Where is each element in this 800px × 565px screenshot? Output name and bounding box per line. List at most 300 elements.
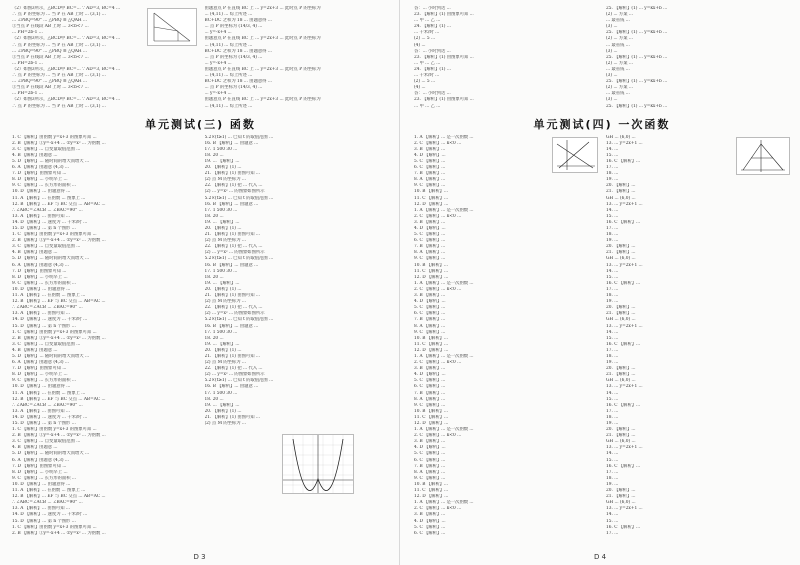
text-line: 21. 【解析】(1) 由图可知 ... bbox=[204, 293, 260, 299]
text-line: 9. C 【解析】... bbox=[414, 402, 446, 408]
text-line: 13. A 【解析】... 由图可知 ... bbox=[12, 311, 70, 317]
text-line: 22. 【解析】(1) 把 ... 代入 ... bbox=[204, 244, 263, 250]
text-line: 2. C 【解析】... k<0 ... bbox=[414, 433, 462, 439]
text-line: 22. 【解析】(1) 把 ... 代入 ... bbox=[204, 366, 263, 372]
text-line: 1. C 【解析】由函数 y=x+3 的图象可知 ... bbox=[12, 329, 97, 335]
text-line: 3. B 【解析】... bbox=[414, 293, 446, 299]
text-line: 7. B 【解析】... bbox=[414, 390, 446, 396]
text-line: (2) 点 M 的坐标为 ... bbox=[204, 238, 247, 244]
text-line: （2）如图3所示，△BCD中 BC=... ∵ AD=3, BC=4 ... bbox=[12, 66, 121, 72]
text-line: 16. C 【解析】... bbox=[606, 280, 641, 286]
text-line: 16. C 【解析】... bbox=[606, 402, 641, 408]
text-line: ... y=-x+4 ... bbox=[204, 91, 232, 97]
text-line: 12. D 【解析】... bbox=[414, 201, 449, 207]
text-line: (3) ... bbox=[606, 73, 618, 79]
left-top-section bbox=[12, 6, 389, 110]
text-line: 15. ... bbox=[606, 213, 619, 219]
text-line: 11. C 【解析】... bbox=[414, 414, 449, 420]
text-line: ∴ ∠ABC=∠ACB ... ∠BAC=90° ... bbox=[12, 402, 83, 408]
text-line: 25. 【解析】(1) ... y=kx+b ... bbox=[606, 79, 668, 85]
right-col-2 bbox=[606, 135, 790, 537]
text-line: 3. C 【解析】... 自变量取值范围 ... bbox=[12, 439, 81, 445]
text-line: 5. C 【解析】... bbox=[414, 158, 446, 164]
text-line: 13. ... y=2x+1 ... bbox=[606, 445, 643, 451]
text-line: 15. ... bbox=[606, 274, 619, 280]
text-line: 4. D 【解析】... bbox=[414, 152, 446, 158]
text-line: (4) ... bbox=[414, 85, 426, 91]
unit-title-4: 单元测试(四) 一次函数 bbox=[533, 117, 671, 131]
text-line: 1. A 【解析】... 是一次函数 ... bbox=[414, 353, 474, 359]
text-line: 21. 【解析】(1) 由图可知 ... bbox=[204, 171, 260, 177]
text-line: 4. D 【解析】... bbox=[414, 299, 446, 305]
text-line: 8. A 【解析】... bbox=[414, 250, 446, 256]
text-line: ∴ 点 P 的坐标为 ... 当 P 在 AB 上时 ... (3,1) ... bbox=[12, 42, 106, 48]
left-top-col-a bbox=[12, 6, 197, 110]
text-line: 15. D 【解析】... 第 n 个图形 ... bbox=[12, 323, 76, 329]
text-line: 14. D 【解析】... 速度为 ... 千米/时 ... bbox=[12, 317, 88, 323]
text-line: 14. ... bbox=[606, 207, 619, 213]
text-line: 9. C 【解析】... 长方形的面积 ... bbox=[12, 280, 77, 286]
text-line: 2. C 【解析】... k<0 ... bbox=[414, 213, 462, 219]
text-line: 14. ... bbox=[606, 451, 619, 457]
text-line: ∴ 点 P 的坐标为 ... 当 P 在 AB 上时 ... (3,1) ... bbox=[12, 73, 106, 79]
right-top-col-a bbox=[414, 6, 598, 110]
text-line: 20. 【解析】... bbox=[606, 427, 636, 433]
text-line: 13. ... y=2x+1 ... bbox=[606, 262, 643, 268]
text-line: 11. C 【解析】... bbox=[414, 268, 449, 274]
text-line: 1. C 【解析】由函数 y=x+3 的图象可知 ... bbox=[12, 427, 97, 433]
text-line: GH ... (6,0) ... bbox=[606, 134, 636, 140]
text-line: 20. 【解析】(1) ... bbox=[204, 226, 242, 231]
text-line: 18. ... bbox=[606, 353, 619, 359]
text-line: （2）如图3所示，△BCD中 BC=... ∵ AD=3, BC=4 ... bbox=[12, 97, 121, 103]
text-line: （2）如图3所示，△BCD中 BC=... ∵ AD=3, BC=4 ... bbox=[12, 6, 121, 11]
text-line: ... 甲 ... 乙 ... bbox=[414, 103, 441, 109]
text-line: 16. B 【解析】... 由题意 ... bbox=[204, 262, 259, 268]
text-line: 15. ... bbox=[606, 396, 619, 402]
text-line: 6. C 【解析】... bbox=[414, 165, 446, 171]
text-line: 5.2×(t≥1) ... 已知 t 的取值范围 ... bbox=[204, 134, 274, 140]
text-line: 23. 【解析】(1) 由图象可知 ... bbox=[414, 12, 474, 18]
text-line: ... 最省钱 ... bbox=[606, 91, 630, 97]
text-line: 21. 【解析】(1) 由图可知 ... bbox=[204, 232, 260, 238]
text-line: 21. 【解析】... bbox=[606, 494, 636, 500]
text-line: 6. A 【解析】由题意 (4,3) ... bbox=[12, 360, 70, 366]
text-line: 1. C 【解析】由函数 y=x+3 的图象可知 ... bbox=[12, 524, 97, 530]
text-line: ∴ 点 P 的坐标为 ... 当 P 在 AB 上时 ... (3,1) ... bbox=[12, 103, 106, 109]
text-line: 17. 1 500 30 ... bbox=[204, 329, 238, 335]
text-line: 15. D 【解析】... 第 n 个图形 ... bbox=[12, 518, 76, 524]
text-line: 7. D 【解析】由图象可知 ... bbox=[12, 366, 67, 372]
text-line: 1. A 【解析】... 是一次函数 ... bbox=[414, 427, 474, 433]
text-line: 5. D 【解析】... 随时间的增大而增大 ... bbox=[12, 158, 90, 164]
text-line: 8. A 【解析】... bbox=[414, 323, 446, 329]
text-line: 10. D 【解析】... 由题意得 ... bbox=[12, 189, 71, 195]
text-line: 由题意点 P 在直线 BC 上 ... y=2x+3 ... 此时点 P 的坐标为 bbox=[204, 97, 321, 103]
text-line: BC+DC 之和为 18 ... 由题意得 ... bbox=[204, 79, 272, 85]
text-line: (3) ... bbox=[606, 48, 618, 54]
text-line: 18. 20 ... bbox=[204, 213, 224, 219]
text-line: 7. B 【解析】... bbox=[414, 463, 446, 469]
text-line: ①当点 P 在线段 AB 上时 ... 3<b<7 ... bbox=[12, 24, 89, 30]
text-line: ... 最省钱 ... bbox=[606, 18, 630, 24]
text-line: 10. B 【解析】... bbox=[414, 189, 449, 195]
text-line: 9. C 【解析】... bbox=[414, 329, 446, 335]
text-line: 25. 【解析】(1) ... y=kx+b ... bbox=[606, 54, 668, 60]
text-line: 19. ... bbox=[606, 299, 619, 305]
text-line: 5.2×(t≥1) ... 已知 t 的取值范围 ... bbox=[204, 195, 274, 201]
text-line: 9. C 【解析】... bbox=[414, 183, 446, 189]
text-line: 10. B 【解析】... bbox=[414, 481, 449, 487]
text-line: 17. ... bbox=[606, 347, 619, 353]
text-line: 19. ... bbox=[606, 360, 619, 366]
text-line: 16. C 【解析】... bbox=[606, 158, 641, 164]
text-line: (2) ... 方案 ... bbox=[606, 12, 633, 18]
text-line: 9. C 【解析】... 长方形的面积 ... bbox=[12, 378, 77, 384]
text-line: (2) ... y=x² ... 的图象如图所示 bbox=[204, 311, 265, 317]
text-line: GH ... (6,0) ... bbox=[606, 439, 636, 445]
text-line: 3. C 【解析】... 自变量取值范围 ... bbox=[12, 341, 81, 347]
text-line: ... y=-x+4 ... bbox=[204, 60, 232, 66]
text-line: 2. B 【解析】①y=-x+4 ... ②y=x² ... 为函数 ... bbox=[12, 335, 106, 341]
text-line: 3. B 【解析】... bbox=[414, 439, 446, 445]
text-line: 20. 【解析】(1) ... bbox=[204, 286, 242, 292]
text-line: 4. D 【解析】... bbox=[414, 372, 446, 378]
text-line: 21. 【解析】... bbox=[606, 250, 636, 256]
text-line: (3) ... bbox=[606, 97, 618, 103]
text-line: 5. D 【解析】... 随时间的增大而增大 ... bbox=[12, 451, 90, 457]
text-line: 1. A 【解析】... 是一次函数 ... bbox=[414, 280, 474, 286]
text-line: 6. A 【解析】由题意 (4,3) ... bbox=[12, 262, 70, 268]
text-line: 9. C 【解析】... 长方形的面积 ... bbox=[12, 475, 77, 481]
text-line: 12. D 【解析】... bbox=[414, 421, 449, 426]
text-line: 1. A 【解析】... 是一次函数 ... bbox=[414, 134, 474, 140]
text-line: GH ... (6,0) ... bbox=[606, 378, 636, 384]
text-line: 15. D 【解析】... 第 n 个图形 ... bbox=[12, 226, 76, 231]
text-line: 25. 【解析】(1) ... y=kx+b ... bbox=[606, 30, 668, 36]
text-line: 16. B 【解析】... 由题意 ... bbox=[204, 323, 259, 329]
text-line: 6. C 【解析】... bbox=[414, 457, 446, 463]
text-line: GH ... (6,0) ... bbox=[606, 256, 636, 262]
text-line: 10. B 【解析】... bbox=[414, 262, 449, 268]
text-line: 19. ... bbox=[606, 238, 619, 244]
text-line: BC+DC 之和为 18 ... 由题意得 ... bbox=[204, 18, 272, 24]
text-line: 18. ... bbox=[606, 232, 619, 238]
text-line: 13. ... y=2x+1 ... bbox=[606, 201, 643, 207]
text-line: 12. B 【解析】... EF 与 BC 交点 ... AB=AC ... bbox=[12, 494, 106, 500]
text-line: 20. 【解析】... bbox=[606, 244, 636, 250]
text-line: (4) ... bbox=[414, 42, 426, 48]
text-line: 2. C 【解析】... k<0 ... bbox=[414, 140, 462, 146]
text-line: 14. D 【解析】... 速度为 ... 千米/时 ... bbox=[12, 414, 88, 420]
text-line: 5. D 【解析】... 随时间的增大而增大 ... bbox=[12, 256, 90, 262]
text-line: ... 点 P 的坐标为 (14/3, 4) ... bbox=[204, 24, 263, 30]
text-line: 12. B 【解析】... EF 与 BC 交点 ... AB=AC ... bbox=[12, 299, 106, 305]
text-line: 答：... 小时到达 ... bbox=[414, 48, 451, 54]
text-line: 20. 【解析】... bbox=[606, 305, 636, 311]
text-line: 4. D 【解析】... bbox=[414, 226, 446, 231]
text-line: 17. ... bbox=[606, 530, 619, 536]
text-line: 16. B 【解析】... 由题意 ... bbox=[204, 140, 259, 146]
text-line: 8. A 【解析】... bbox=[414, 396, 446, 402]
text-line: 20. 【解析】... bbox=[606, 183, 636, 189]
text-line: 17. ... bbox=[606, 408, 619, 414]
text-line: 6. C 【解析】... bbox=[414, 238, 446, 244]
text-line: 3. B 【解析】... bbox=[414, 366, 446, 372]
text-line: 10. B 【解析】... bbox=[414, 408, 449, 414]
text-line: 20. 【解析】(1) ... bbox=[204, 165, 242, 171]
text-line: 5.2×(t≥1) ... 已知 t 的取值范围 ... bbox=[204, 256, 274, 262]
text-line: ①当点 P 在线段 AB 上时 ... 3<b<7 ... bbox=[12, 85, 89, 91]
text-line: 11. C 【解析】... bbox=[414, 195, 449, 201]
text-line: 20. 【解析】(1) ... bbox=[204, 347, 242, 353]
text-line: 17. 1 500 30 ... bbox=[204, 146, 238, 152]
text-line: 14. D 【解析】... 速度为 ... 千米/时 ... bbox=[12, 512, 88, 518]
text-line: 19. ... 【解析】... bbox=[204, 158, 240, 164]
text-line: ... 千米/时 ... bbox=[414, 73, 440, 79]
text-line: 19. ... 【解析】... bbox=[204, 219, 240, 225]
text-line: 17. 1 500 30 ... bbox=[204, 390, 238, 396]
text-line: 2. C 【解析】... k<0 ... bbox=[414, 506, 462, 512]
text-line: 15. ... bbox=[606, 335, 619, 341]
text-line: ... PH=2b-1 ... bbox=[12, 91, 43, 97]
text-line: 18. ... bbox=[606, 171, 619, 177]
text-line: 8. D 【解析】... 小明早上 ... bbox=[12, 177, 68, 183]
text-line: 15. ... bbox=[606, 457, 619, 463]
text-line: 由题意点 P 在直线 BC 上 ... y=2x+3 ... 此时点 P 的坐标为 bbox=[204, 66, 321, 72]
text-line: ①当点 P 在线段 AB 上时 ... 3<b<7 ... bbox=[12, 54, 89, 60]
left-col-1 bbox=[12, 135, 197, 537]
text-line: BC+DC 之和为 18 ... 由题意得 ... bbox=[204, 48, 272, 54]
text-line: ... 甲 ... 乙 ... bbox=[414, 18, 441, 24]
text-line: 5. C 【解析】... bbox=[414, 305, 446, 311]
text-line: (2) 点 M 的坐标为 ... bbox=[204, 177, 247, 183]
text-line: ∴ 点 P 的坐标为 ... 当 P 在 AB 上时 ... (3,1) ... bbox=[12, 12, 106, 18]
text-line: 7. B 【解析】... bbox=[414, 171, 446, 177]
text-line: (2) ... y=x² ... 的图象如图所示 bbox=[204, 372, 265, 378]
text-line: ... 点 P 的坐标为 (14/3, 4) ... bbox=[204, 54, 263, 60]
text-line: 答：... 小时到达 ... bbox=[414, 6, 451, 11]
text-line: 21. 【解析】... bbox=[606, 433, 636, 439]
text-line: 10. D 【解析】... 由题意得 ... bbox=[12, 384, 71, 390]
text-line: 5. C 【解析】... bbox=[414, 524, 446, 530]
text-line: 7. D 【解析】由图象可知 ... bbox=[12, 463, 67, 469]
text-line: 4. D 【解析】... bbox=[414, 518, 446, 524]
unit-title-3: 单元测试(三) 函数 bbox=[145, 117, 256, 131]
text-line: ... 甲 ... 乙 ... bbox=[414, 60, 441, 66]
text-line: 2. C 【解析】... k<0 ... bbox=[414, 286, 462, 292]
text-line: 19. ... bbox=[606, 421, 619, 426]
text-line: (2) ... y=x² ... 的图象如图所示 bbox=[204, 189, 265, 195]
text-line: 3. B 【解析】... bbox=[414, 219, 446, 225]
text-line: (2) 点 M 的坐标为 ... bbox=[204, 421, 247, 426]
text-line: 答：... 小时到达 ... bbox=[414, 91, 451, 97]
text-line: 15. ... bbox=[606, 152, 619, 158]
text-line: 24. 【解析】(1) ... bbox=[414, 66, 451, 72]
text-line: 13. A 【解析】... 由图可知 ... bbox=[12, 213, 70, 219]
text-line: ... (4,11) ... 综上所述 ... bbox=[204, 42, 253, 48]
text-line: ... 最省钱 ... bbox=[606, 42, 630, 48]
text-line: 15. ... bbox=[606, 518, 619, 524]
text-line: 16. C 【解析】... bbox=[606, 219, 641, 225]
text-line: 6. C 【解析】... bbox=[414, 384, 446, 390]
text-line: 16. C 【解析】... bbox=[606, 524, 641, 530]
text-line: 2. B 【解析】①y=-x+4 ... ②y=x² ... 为函数 ... bbox=[12, 238, 106, 244]
text-line: ... y=-x+4 ... bbox=[204, 30, 232, 36]
text-line: 17. ... bbox=[606, 226, 619, 231]
text-line: 13. ... y=2x+1 ... bbox=[606, 140, 643, 146]
right-page bbox=[400, 0, 800, 565]
text-line: 3. B 【解析】... bbox=[414, 146, 446, 152]
text-line: 5.2×(t≥1) ... 已知 t 的取值范围 ... bbox=[204, 378, 274, 384]
text-line: GH ... (6,0) ... bbox=[606, 317, 636, 323]
text-line: 12. B 【解析】... EF 与 BC 交点 ... AB=AC ... bbox=[12, 396, 106, 402]
text-line: 15. D 【解析】... 第 n 个图形 ... bbox=[12, 421, 76, 426]
text-line: (2) ... 方案 ... bbox=[606, 85, 633, 91]
text-line: 14. D 【解析】... 速度为 ... 千米/时 ... bbox=[12, 219, 88, 225]
text-line: (2) ... 5 ... bbox=[414, 79, 436, 85]
text-line: ... 点 P 的坐标为 (14/3, 4) ... bbox=[204, 85, 263, 91]
text-line: 9. C 【解析】... bbox=[414, 475, 446, 481]
geometry-figure bbox=[147, 8, 197, 46]
text-line: ∴ ∠ABC=∠ACB ... ∠BAC=90° ... bbox=[12, 305, 83, 311]
text-line: 11. C 【解析】... bbox=[414, 488, 449, 494]
text-line: 9. C 【解析】... 长方形的面积 ... bbox=[12, 183, 77, 189]
text-line: 1. A 【解析】... 是一次函数 ... bbox=[414, 500, 474, 506]
text-line: (2) 点 M 的坐标为 ... bbox=[204, 360, 247, 366]
text-line: 11. A 【解析】... 在函数 ... 图象上 ... bbox=[12, 488, 86, 494]
coordinate-figure-right bbox=[552, 137, 598, 173]
text-line: 21. 【解析】... bbox=[606, 311, 636, 317]
text-line: 6. A 【解析】由题意 (4,3) ... bbox=[12, 457, 70, 463]
text-line: 20. 【解析】(1) ... bbox=[204, 408, 242, 414]
text-line: 17. ... bbox=[606, 165, 619, 171]
text-line: 18. ... bbox=[606, 475, 619, 481]
text-line: 2. B 【解析】①y=-x+4 ... ②y=x² ... 为函数 ... bbox=[12, 433, 106, 439]
text-line: 22. 【解析】(1) 把 ... 代入 ... bbox=[204, 183, 263, 189]
text-line: ... PH=2b-1 ... bbox=[12, 60, 43, 66]
text-line: 12. B 【解析】... EF 与 BC 交点 ... AB=AC ... bbox=[12, 201, 106, 207]
text-line: 20. 【解析】... bbox=[606, 366, 636, 372]
text-line: 7. D 【解析】由图象可知 ... bbox=[12, 171, 67, 177]
text-line: (2) 点 M 的坐标为 ... bbox=[204, 299, 247, 305]
text-line: 12. D 【解析】... bbox=[414, 494, 449, 500]
text-line: 22. 【解析】(1) 把 ... 代入 ... bbox=[204, 305, 263, 311]
text-line: 11. A 【解析】... 在函数 ... 图象上 ... bbox=[12, 293, 86, 299]
text-line: 2. B 【解析】①y=-x+4 ... ②y=x² ... 为函数 ... bbox=[12, 530, 106, 536]
text-line: 17. 1 500 30 ... bbox=[204, 268, 238, 274]
text-line: 18. 20 ... bbox=[204, 335, 224, 341]
text-line: 13. ... y=2x+1 ... bbox=[606, 384, 643, 390]
left-top-col-b bbox=[205, 6, 390, 110]
text-line: (2) ... 方案 ... bbox=[606, 60, 633, 66]
text-line: 21. 【解析】(1) 由图可知 ... bbox=[204, 414, 260, 420]
text-line: 6. A 【解析】由题意 (4,3) ... bbox=[12, 165, 70, 171]
text-line: 10. B 【解析】... bbox=[414, 335, 449, 341]
text-line: 8. D 【解析】... 小明早上 ... bbox=[12, 274, 68, 280]
text-line: 1. C 【解析】由函数 y=x+3 的图象可知 ... bbox=[12, 232, 97, 238]
text-line: 6. C 【解析】... bbox=[414, 311, 446, 317]
page-number-right: D 4 bbox=[593, 553, 607, 561]
text-line: 11. A 【解析】... 在函数 ... 图象上 ... bbox=[12, 390, 86, 396]
right-main-section bbox=[414, 135, 790, 537]
text-line: 5. C 【解析】... bbox=[414, 451, 446, 457]
text-line: 16. B 【解析】... 由题意 ... bbox=[204, 384, 259, 390]
right-top-col-b bbox=[606, 6, 790, 110]
text-line: 16. C 【解析】... bbox=[606, 463, 641, 469]
text-line: (2) ... 方案 ... bbox=[606, 36, 633, 42]
text-line: ... (4,11) ... 综上所述 ... bbox=[204, 103, 253, 109]
text-line: 7. B 【解析】... bbox=[414, 317, 446, 323]
text-line: GH ... (6,0) ... bbox=[606, 500, 636, 506]
text-line: 10. D 【解析】... 由题意得 ... bbox=[12, 286, 71, 292]
text-line: ... ∠PBQ=90° ... △PBQ ≌ △QAH ... bbox=[12, 79, 88, 85]
text-line: 14. ... bbox=[606, 268, 619, 274]
text-line: 24. 【解析】(1) ... bbox=[414, 24, 451, 30]
text-line: 16. B 【解析】... 由题意 ... bbox=[204, 201, 259, 207]
text-line: 13. A 【解析】... 由图可知 ... bbox=[12, 408, 70, 414]
text-line: 13. ... y=2x+1 ... bbox=[606, 506, 643, 512]
page-number-left: D 3 bbox=[193, 553, 206, 561]
text-line: (2) ... 5 ... bbox=[414, 36, 436, 42]
text-line: 2. B 【解析】①y=-x+4 ... ②y=x² ... 为函数 ... bbox=[12, 140, 106, 146]
text-line: （2）如图3所示，△BCD中 BC=... ∵ AD=3, BC=4 ... bbox=[12, 36, 121, 42]
text-line: (3) ... bbox=[606, 24, 618, 30]
text-line: 14. ... bbox=[606, 329, 619, 335]
text-line: 6. C 【解析】... bbox=[414, 530, 446, 536]
text-line: 17. ... bbox=[606, 469, 619, 475]
right-top-section bbox=[414, 6, 790, 110]
text-line: 11. A 【解析】... 在函数 ... 图象上 ... bbox=[12, 195, 86, 201]
text-line: 1. A 【解析】... 是一次函数 ... bbox=[414, 207, 474, 213]
text-line: 由题意点 P 在直线 BC 上 ... y=2x+3 ... 此时点 P 的坐标为 bbox=[204, 6, 321, 11]
text-line: 20. 【解析】... bbox=[606, 488, 636, 494]
text-line: 由题意点 P 在直线 BC 上 ... y=2x+3 ... 此时点 P 的坐标为 bbox=[204, 36, 321, 42]
text-line: 13. A 【解析】... 由图可知 ... bbox=[12, 506, 70, 512]
text-line: 16. C 【解析】... bbox=[606, 341, 641, 347]
text-line: 7. B 【解析】... bbox=[414, 244, 446, 250]
text-line: 19. ... 【解析】... bbox=[204, 341, 240, 347]
text-line: 23. 【解析】(1) 由图象可知 ... bbox=[414, 97, 474, 103]
text-line: 9. C 【解析】... bbox=[414, 256, 446, 262]
text-line: 5. C 【解析】... bbox=[414, 378, 446, 384]
text-line: ∴ ∠ABC=∠ACB ... ∠BAC=90° ... bbox=[12, 500, 83, 506]
text-line: GH ... (6,0) ... bbox=[606, 195, 636, 201]
text-line: 18. ... bbox=[606, 414, 619, 420]
text-line: 21. 【解析】... bbox=[606, 189, 636, 195]
text-line: 7. D 【解析】由图象可知 ... bbox=[12, 268, 67, 274]
text-line: 4. B 【解析】由题意 ... bbox=[12, 152, 58, 158]
text-line: 12. D 【解析】... bbox=[414, 347, 449, 353]
text-line: (2) ... y=x² ... 的图象如图所示 bbox=[204, 250, 265, 256]
text-line: 4. B 【解析】由题意 ... bbox=[12, 250, 58, 256]
text-line: 8. A 【解析】... bbox=[414, 469, 446, 475]
text-line: 19. ... 【解析】... bbox=[204, 402, 240, 408]
text-line: 25. 【解析】(1) ... y=kx+b ... bbox=[606, 6, 668, 11]
text-line: 8. A 【解析】... bbox=[414, 177, 446, 183]
text-line: 18. ... bbox=[606, 293, 619, 299]
right-col-1 bbox=[414, 135, 598, 537]
text-line: 18. 20 ... bbox=[204, 152, 224, 158]
text-line: ... 千米/时 ... bbox=[414, 30, 440, 36]
text-line: 18. 20 ... bbox=[204, 396, 224, 402]
text-line: 5. C 【解析】... bbox=[414, 232, 446, 238]
text-line: 3. C 【解析】... 自变量取值范围 ... bbox=[12, 244, 81, 250]
text-line: 18. 20 ... bbox=[204, 274, 224, 280]
text-line: 8. D 【解析】... 小明早上 ... bbox=[12, 372, 68, 378]
text-line: 13. ... y=2x+1 ... bbox=[606, 323, 643, 329]
text-line: 23. 【解析】(1) 由图象可知 ... bbox=[414, 54, 474, 60]
